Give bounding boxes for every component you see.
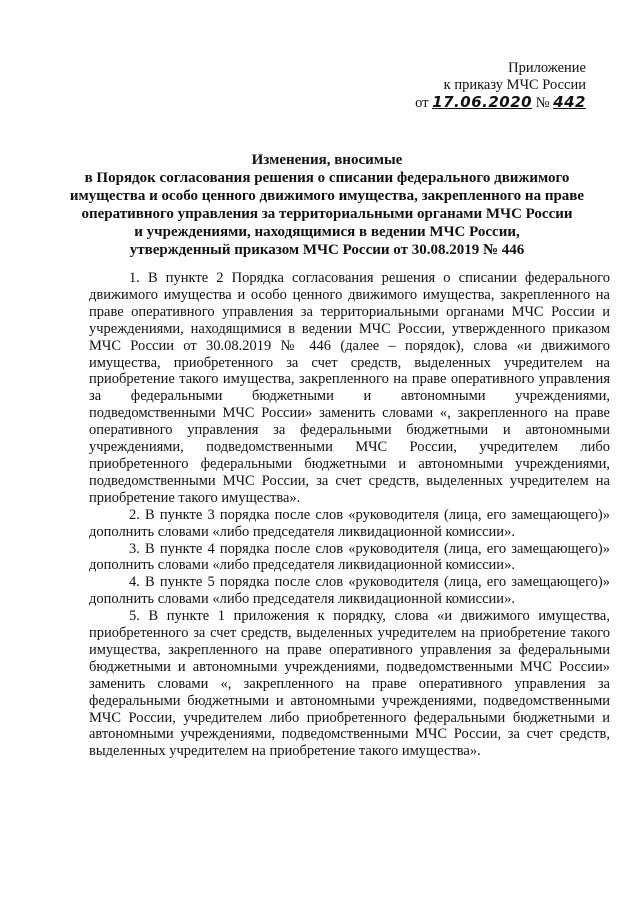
date-prefix: от — [415, 95, 429, 111]
title-line: и учреждениями, находящимися в ведении МЧС России, — [134, 224, 520, 240]
handwritten-number: 442 — [553, 93, 586, 111]
paragraph-1: 1. В пункте 2 Порядка согласования решения о списании федерального движимого имущества и особо ценного движимого имущества, закрепленного на праве оперативного управления за территориальными органами МЧС России и учреждениями, находящимися в ведении МЧС России, утвержденного приказом МЧС России от 30.08.2019 № 446 (далее – порядок), слова «и движимого имущества, приобретенного за счет средств, выделенных учредителем на приобретение такого имущества, закрепленного на праве оперативного управления за федеральными бюджетными и автономными учреждениями, подведомственными МЧС России» заменить словами «, закрепленного на праве оперативного управления за федеральными бюджетными и автономными учреждениями, подведомственными МЧС России, учредителем либо приобретенного федеральными бюджетными и автономными учреждениями, подведомственными МЧС России, за счет средств, выделенных учредителем на приобретение такого имущества». — [89, 270, 610, 506]
order-date-line — [386, 94, 586, 112]
handwritten-date: 17.06.2020 — [432, 93, 533, 111]
title-line: имущества и особо ценного движимого имущества, закрепленного на праве — [69, 188, 585, 204]
title-line: в Порядок согласования решения о списании федерального движимого — [84, 170, 570, 186]
title-line: Изменения, вносимые — [251, 152, 403, 168]
title-line: утвержденный приказом МЧС России от 30.08.2019 № 446 — [129, 242, 525, 258]
paragraph-5: 5. В пункте 1 приложения к порядку, слова «и движимого имущества, приобретенного за счет средств, выделенных учредителем на приобретение такого имущества, закрепленного на праве оперативного управления за федеральными бюджетными и автономными учреждениями, подведомственными МЧС России» заменить словами «, закрепленного на праве оперативного управления за федеральными бюджетными и автономными учреждениями, подведомственными МЧС России, учредителем либо приобретенного федеральными бюджетными и автономными учреждениями, подведомственными МЧС России, за счет средств, выделенных учредителем на приобретение такого имущества». — [89, 608, 610, 760]
appendix-label: Приложение — [508, 60, 586, 76]
title-line: оперативного управления за территориальными органами МЧС России — [81, 206, 573, 222]
paragraph-3: 3. В пункте 4 порядка после слов «руководителя (лица, его замещающего)» дополнить словами «либо председателя ликвидационной комиссии». — [89, 540, 610, 574]
order-reference: к приказу МЧС России — [443, 77, 586, 93]
paragraph-2: 2. В пункте 3 порядка после слов «руководителя (лица, его замещающего)» дополнить словами «либо председателя ликвидационной комиссии». — [89, 506, 610, 540]
paragraph-4: 4. В пункте 5 порядка после слов «руководителя (лица, его замещающего)» дополнить словами «либо председателя ликвидационной комиссии». — [89, 574, 610, 608]
document-body — [89, 270, 610, 760]
document-title — [60, 151, 594, 259]
number-sign: № — [535, 95, 550, 111]
appendix-header — [386, 60, 586, 112]
